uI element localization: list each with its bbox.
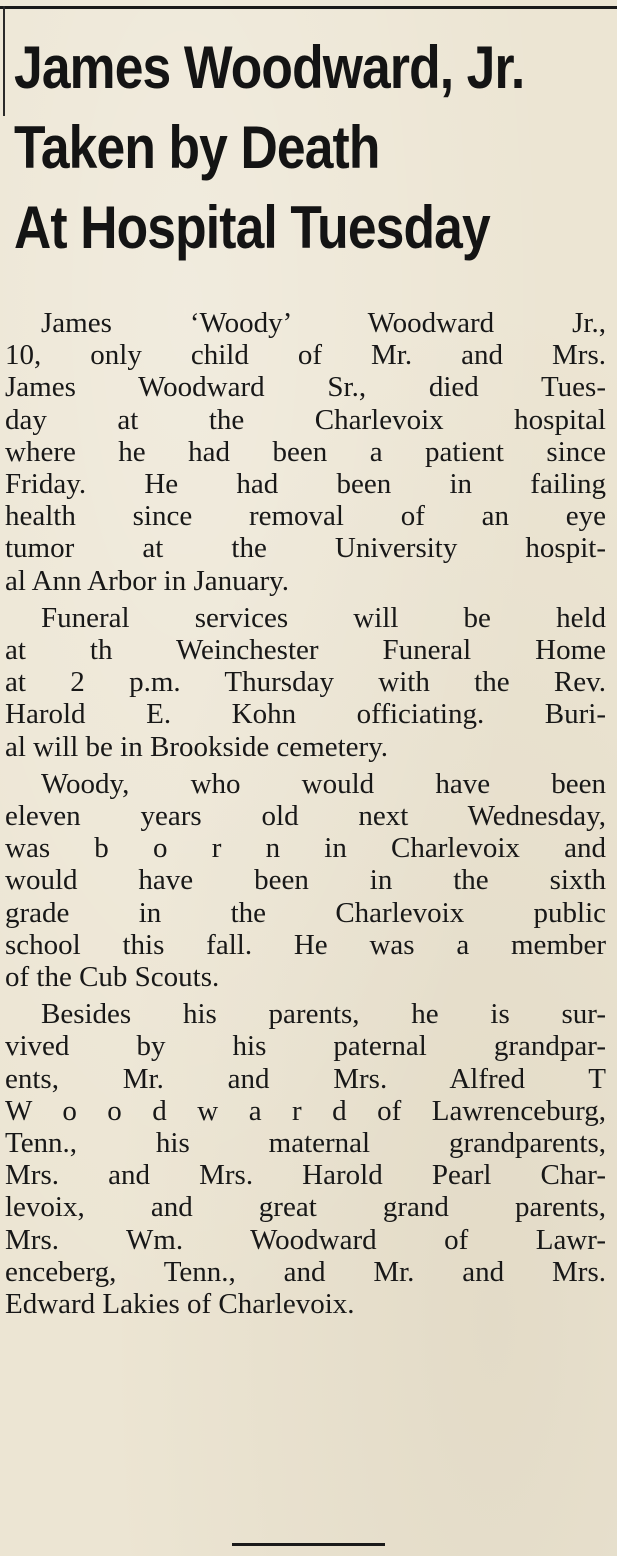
top-rule [0,6,617,9]
text-line: James ‘Woody’ Woodward Jr., [41,307,606,339]
text-line: Besides his parents, he is sur- [41,998,606,1031]
text-line: health since removal of an eye [5,500,606,533]
text-line: al will be in Brookside cemetery. [5,730,389,763]
paragraph [5,307,606,597]
headline-line: At Hospital Tuesday [14,194,490,261]
text-line: W o o d w a r d of Lawrenceburg, [5,1094,606,1127]
text-line: tumor at the University hospit- [5,532,606,565]
text-line: levoix, and great grand parents, [5,1191,606,1224]
text-line: enceberg, Tenn., and Mr. and Mrs. [5,1255,606,1288]
text-line: school this fall. He was a member [5,928,606,961]
text-line: Harold E. Kohn officiating. Buri- [5,698,606,731]
text-line: at 2 p.m. Thursday with the Rev. [5,666,606,699]
text-line: Tenn., his maternal grandparents, [5,1127,606,1160]
article-body [5,307,606,1325]
text-line: al Ann Arbor in January. [5,564,290,597]
text-line: James Woodward Sr., died Tues- [5,371,606,404]
text-line: Woody, who would have been [41,767,606,800]
paragraph [5,768,606,993]
headline-line: Taken by Death [14,114,380,181]
text-line: Mrs. and Mrs. Harold Pearl Char- [5,1159,606,1192]
left-rule [3,6,5,116]
text-line: was b o r n in Charlevoix and [5,832,606,865]
bottom-rule [232,1543,385,1546]
text-line: at th Weinchester Funeral Home [5,634,606,667]
paragraph [5,998,606,1320]
headline-line: James Woodward, Jr. [14,34,525,101]
text-line: where he had been a patient since [5,435,606,468]
text-line: Friday. He had been in failing [5,468,606,501]
text-line: ents, Mr. and Mrs. Alfred T [5,1062,606,1095]
text-line: grade in the Charlevoix public [5,896,606,929]
text-line: Funeral services will be held [41,601,606,634]
text-line: of the Cub Scouts. [5,961,220,994]
text-line: Edward Lakies of Charlevoix. [5,1288,355,1321]
text-line: day at the Charlevoix hospital [5,403,606,436]
text-line: 10, only child of Mr. and Mrs. [5,339,606,372]
headline [14,28,610,268]
paragraph [5,602,606,763]
text-line: vived by his paternal grandpar- [5,1030,606,1063]
text-line: eleven years old next Wednesday, [5,800,606,833]
text-line: would have been in the sixth [5,864,606,897]
text-line: Mrs. Wm. Woodward of Lawr- [5,1223,606,1256]
